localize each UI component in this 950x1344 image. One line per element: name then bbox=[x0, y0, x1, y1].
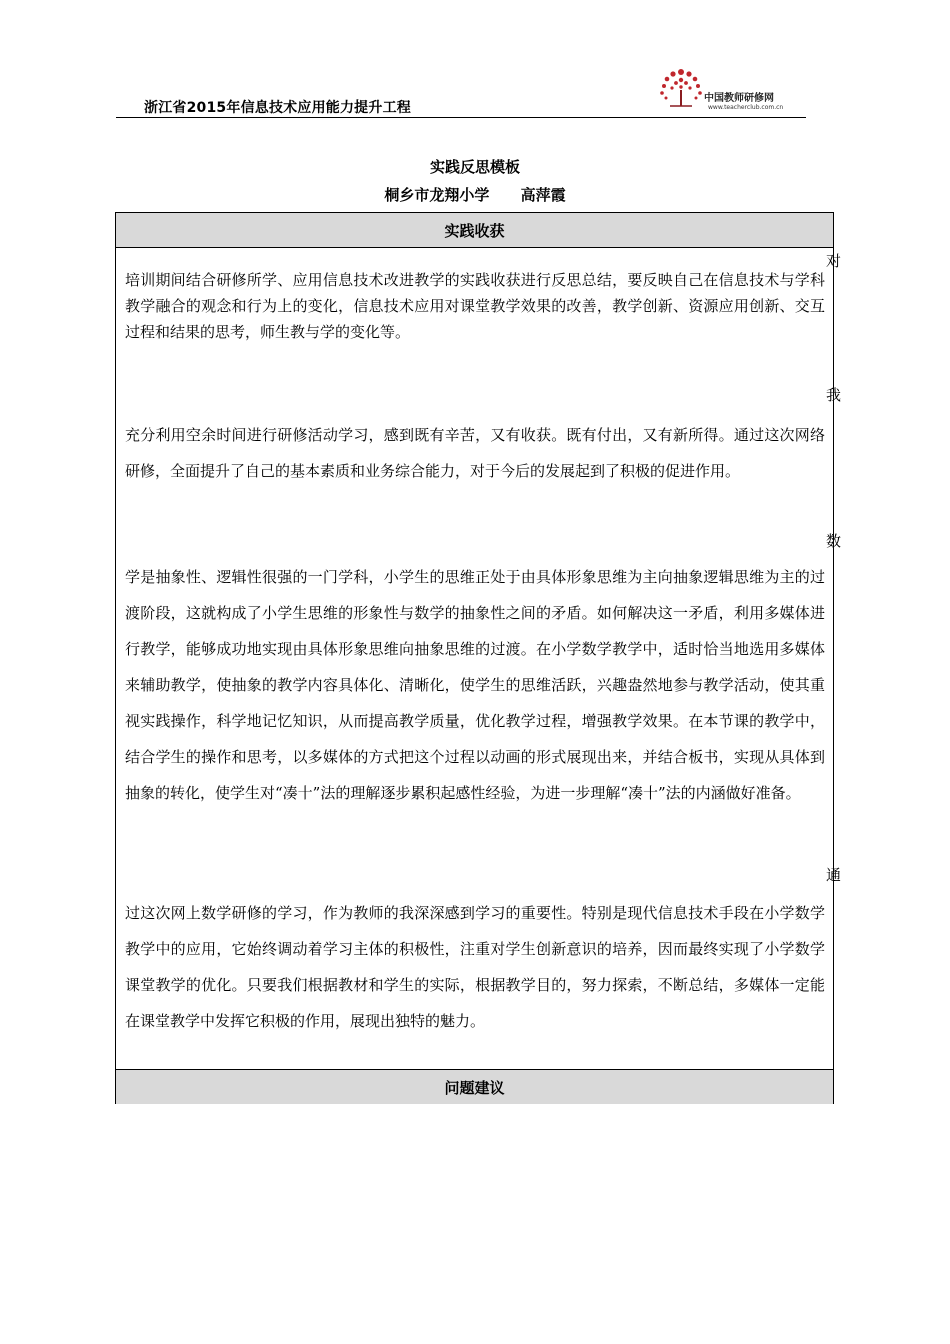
reflection-table bbox=[115, 212, 834, 1104]
header-divider bbox=[116, 117, 806, 118]
logo-chinese-text: 中国教师研修网 bbox=[704, 93, 774, 104]
reflection-paragraph-2: 学是抽象性、逻辑性很强的一门学科，小学生的思维正处于由具体形象思维为主向抽象逻辑思维为主的过渡阶段，这就构成了小学生思维的形象性与数学的抽象性之间的矛盾。如何解决这一矛盾，利用多媒体进行教学，能够成功地实现由具体形象思维向抽象思维的过渡。在小学数学教学中，适时恰当地选用多媒体来辅助教学，使抽象的教学内容具体化、清晰化，使学生的思维活跃，兴趣盎然地参与教学活动，使其重视实践操作，科学地记忆知识，从而提高教学质量，优化教学过程，增强教学效果。在本节课的教学中，结合学生的操作和思考，以多媒体的方式把这个过程以动画的形式展现出来，并结合板书，实现从具体到抽象的转化，使学生对“凑十”法的理解逐步累积起感性经验，为进一步理解“凑十”法的内涵做好准备。 bbox=[125, 568, 825, 802]
section-heading-harvest: 实践收获 bbox=[116, 213, 833, 248]
reflection-paragraph-1: 充分利用空余时间进行研修活动学习，感到既有辛苦，又有收获。既有付出，又有新所得。通过这次网络研修，全面提升了自己的基本素质和业务综合能力，对于今后的发展起到了积极的促进作用。 bbox=[125, 426, 825, 480]
document-author: 桐乡市龙翔小学 高萍霞 bbox=[384, 186, 566, 204]
document-title: 实践反思模板 bbox=[429, 158, 520, 176]
teacher-club-logo bbox=[656, 66, 816, 116]
teacher-club-logo-icon bbox=[656, 66, 706, 110]
margin-character: 我 bbox=[826, 386, 842, 404]
margin-character: 数 bbox=[826, 532, 842, 550]
margin-character: 对 bbox=[826, 252, 842, 270]
header-title: 浙江省2015年信息技术应用能力提升工程 bbox=[144, 100, 411, 116]
margin-character: 通 bbox=[826, 866, 842, 884]
logo-url-text: www.teacherclub.com.cn bbox=[708, 104, 784, 111]
instruction-paragraph: 培训期间结合研修所学、应用信息技术改进教学的实践收获进行反思总结，要反映自己在信息技术与学科教学融合的观念和行为上的变化，信息技术应用对课堂教学效果的改善，教学创新、资源应用创新、交互过程和结果的思考，师生教与学的变化等。 bbox=[125, 271, 825, 341]
reflection-paragraph-3: 过这次网上数学研修的学习，作为教师的我深深感到学习的重要性。特别是现代信息技术手段在小学数学教学中的应用，它始终调动着学习主体的积极性，注重对学生创新意识的培养，因而最终实现了小学数学课堂教学的优化。只要我们根据教材和学生的实际，根据教学目的，努力探索，不断总结，多媒体一定能在课堂教学中发挥它积极的作用，展现出独特的魅力。 bbox=[125, 904, 825, 1030]
section-heading-suggestions: 问题建议 bbox=[116, 1069, 833, 1104]
